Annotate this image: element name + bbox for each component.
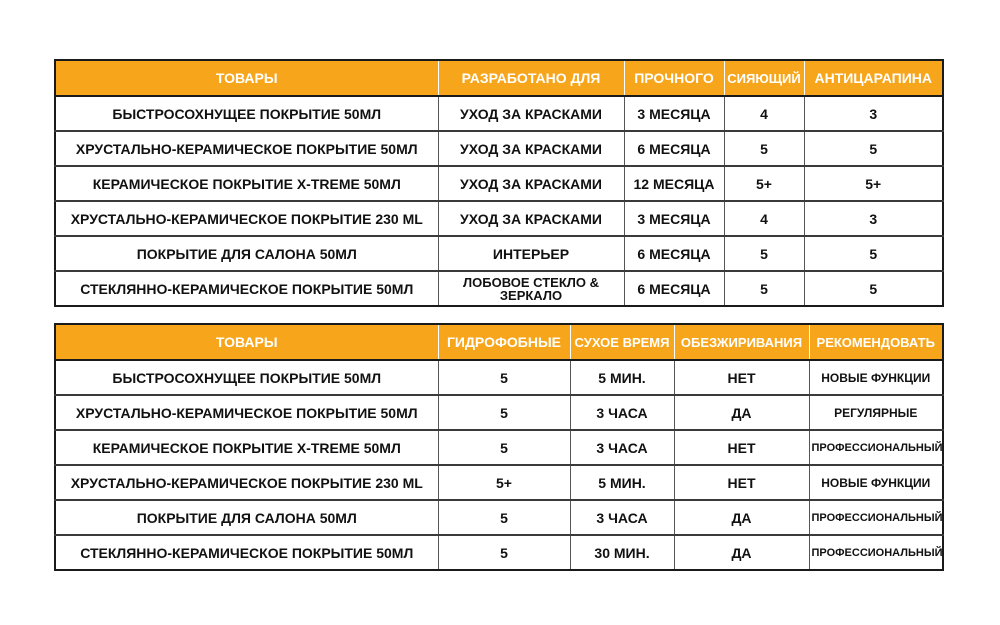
product-name-cell: КЕРАМИЧЕСКОЕ ПОКРЫТИЕ X-TREME 50МЛ bbox=[55, 430, 438, 465]
table-row bbox=[55, 96, 943, 131]
col-header-dry-time: СУХОЕ ВРЕМЯ bbox=[570, 324, 674, 360]
product-name-cell: КЕРАМИЧЕСКОЕ ПОКРЫТИЕ X-TREME 50МЛ bbox=[55, 166, 438, 201]
hydrophobic-cell: 5 bbox=[438, 535, 570, 570]
anti-scratch-cell: 5 bbox=[804, 131, 943, 166]
anti-scratch-cell: 5 bbox=[804, 236, 943, 271]
shine-cell: 5 bbox=[724, 271, 804, 306]
product-specs-table-2 bbox=[54, 323, 944, 571]
table-row bbox=[55, 360, 943, 395]
degreasing-cell: ДА bbox=[674, 500, 809, 535]
col-header-shine: СИЯЮЩИЙ bbox=[724, 60, 804, 96]
designed-for-cell: УХОД ЗА КРАСКАМИ bbox=[438, 131, 624, 166]
table-row bbox=[55, 430, 943, 465]
hydrophobic-cell: 5+ bbox=[438, 465, 570, 500]
degreasing-cell: НЕТ bbox=[674, 360, 809, 395]
col-header-designed-for: РАЗРАБОТАНО ДЛЯ bbox=[438, 60, 624, 96]
recommend-cell: ПРОФЕССИОНАЛЬНЫЙ bbox=[809, 500, 943, 535]
table-row bbox=[55, 535, 943, 570]
product-name-cell: СТЕКЛЯННО-КЕРАМИЧЕСКОЕ ПОКРЫТИЕ 50МЛ bbox=[55, 535, 438, 570]
dry-time-cell: 3 ЧАСА bbox=[570, 430, 674, 465]
col-header-anti-scratch: АНТИЦАРАПИНА bbox=[804, 60, 943, 96]
col-header-products: ТОВАРЫ bbox=[55, 324, 438, 360]
table-row bbox=[55, 166, 943, 201]
table-row bbox=[55, 201, 943, 236]
col-header-degreasing: ОБЕЗЖИРИВАНИЯ bbox=[674, 324, 809, 360]
table-row bbox=[55, 131, 943, 166]
shine-cell: 4 bbox=[724, 96, 804, 131]
degreasing-cell: ДА bbox=[674, 535, 809, 570]
designed-for-cell: УХОД ЗА КРАСКАМИ bbox=[438, 166, 624, 201]
anti-scratch-cell: 5 bbox=[804, 271, 943, 306]
anti-scratch-cell: 3 bbox=[804, 96, 943, 131]
recommend-cell: ПРОФЕССИОНАЛЬНЫЙ bbox=[809, 535, 943, 570]
shine-cell: 5 bbox=[724, 236, 804, 271]
recommend-cell: НОВЫЕ ФУНКЦИИ bbox=[809, 360, 943, 395]
hydrophobic-cell: 5 bbox=[438, 360, 570, 395]
dry-time-cell: 5 МИН. bbox=[570, 360, 674, 395]
table-row bbox=[55, 395, 943, 430]
hydrophobic-cell: 5 bbox=[438, 500, 570, 535]
table-row bbox=[55, 236, 943, 271]
product-name-cell: ХРУСТАЛЬНО-КЕРАМИЧЕСКОЕ ПОКРЫТИЕ 50МЛ bbox=[55, 395, 438, 430]
recommend-cell: ПРОФЕССИОНАЛЬНЫЙ bbox=[809, 430, 943, 465]
degreasing-cell: НЕТ bbox=[674, 430, 809, 465]
durability-cell: 6 МЕСЯЦА bbox=[624, 236, 724, 271]
hydrophobic-cell: 5 bbox=[438, 430, 570, 465]
dry-time-cell: 3 ЧАСА bbox=[570, 395, 674, 430]
product-name-cell: ПОКРЫТИЕ ДЛЯ САЛОНА 50МЛ bbox=[55, 236, 438, 271]
degreasing-cell: ДА bbox=[674, 395, 809, 430]
degreasing-cell: НЕТ bbox=[674, 465, 809, 500]
designed-for-cell: УХОД ЗА КРАСКАМИ bbox=[438, 96, 624, 131]
product-name-cell: БЫСТРОСОХНУЩЕЕ ПОКРЫТИЕ 50МЛ bbox=[55, 96, 438, 131]
col-header-durability: ПРОЧНОГО bbox=[624, 60, 724, 96]
product-name-cell: СТЕКЛЯННО-КЕРАМИЧЕСКОЕ ПОКРЫТИЕ 50МЛ bbox=[55, 271, 438, 306]
product-specs-table-1 bbox=[54, 59, 944, 307]
durability-cell: 3 МЕСЯЦА bbox=[624, 201, 724, 236]
designed-for-cell: ИНТЕРЬЕР bbox=[438, 236, 624, 271]
recommend-cell: НОВЫЕ ФУНКЦИИ bbox=[809, 465, 943, 500]
designed-for-cell: УХОД ЗА КРАСКАМИ bbox=[438, 201, 624, 236]
shine-cell: 5+ bbox=[724, 166, 804, 201]
durability-cell: 3 МЕСЯЦА bbox=[624, 96, 724, 131]
anti-scratch-cell: 3 bbox=[804, 201, 943, 236]
product-name-cell: ПОКРЫТИЕ ДЛЯ САЛОНА 50МЛ bbox=[55, 500, 438, 535]
table-row bbox=[55, 500, 943, 535]
shine-cell: 4 bbox=[724, 201, 804, 236]
table-row bbox=[55, 271, 943, 306]
durability-cell: 6 МЕСЯЦА bbox=[624, 131, 724, 166]
product-name-cell: ХРУСТАЛЬНО-КЕРАМИЧЕСКОЕ ПОКРЫТИЕ 50МЛ bbox=[55, 131, 438, 166]
shine-cell: 5 bbox=[724, 131, 804, 166]
recommend-cell: РЕГУЛЯРНЫЕ bbox=[809, 395, 943, 430]
col-header-products: ТОВАРЫ bbox=[55, 60, 438, 96]
table-header-row bbox=[55, 324, 943, 360]
product-name-cell: ХРУСТАЛЬНО-КЕРАМИЧЕСКОЕ ПОКРЫТИЕ 230 ML bbox=[55, 465, 438, 500]
durability-cell: 12 МЕСЯЦА bbox=[624, 166, 724, 201]
col-header-recommend: РЕКОМЕНДОВАТЬ bbox=[809, 324, 943, 360]
dry-time-cell: 30 МИН. bbox=[570, 535, 674, 570]
durability-cell: 6 МЕСЯЦА bbox=[624, 271, 724, 306]
product-name-cell: БЫСТРОСОХНУЩЕЕ ПОКРЫТИЕ 50МЛ bbox=[55, 360, 438, 395]
anti-scratch-cell: 5+ bbox=[804, 166, 943, 201]
col-header-hydrophobic: ГИДРОФОБНЫЕ bbox=[438, 324, 570, 360]
dry-time-cell: 5 МИН. bbox=[570, 465, 674, 500]
table-row bbox=[55, 465, 943, 500]
table-header-row bbox=[55, 60, 943, 96]
dry-time-cell: 3 ЧАСА bbox=[570, 500, 674, 535]
designed-for-cell: ЛОБОВОЕ СТЕКЛО & ЗЕРКАЛО bbox=[438, 271, 624, 306]
product-name-cell: ХРУСТАЛЬНО-КЕРАМИЧЕСКОЕ ПОКРЫТИЕ 230 ML bbox=[55, 201, 438, 236]
hydrophobic-cell: 5 bbox=[438, 395, 570, 430]
